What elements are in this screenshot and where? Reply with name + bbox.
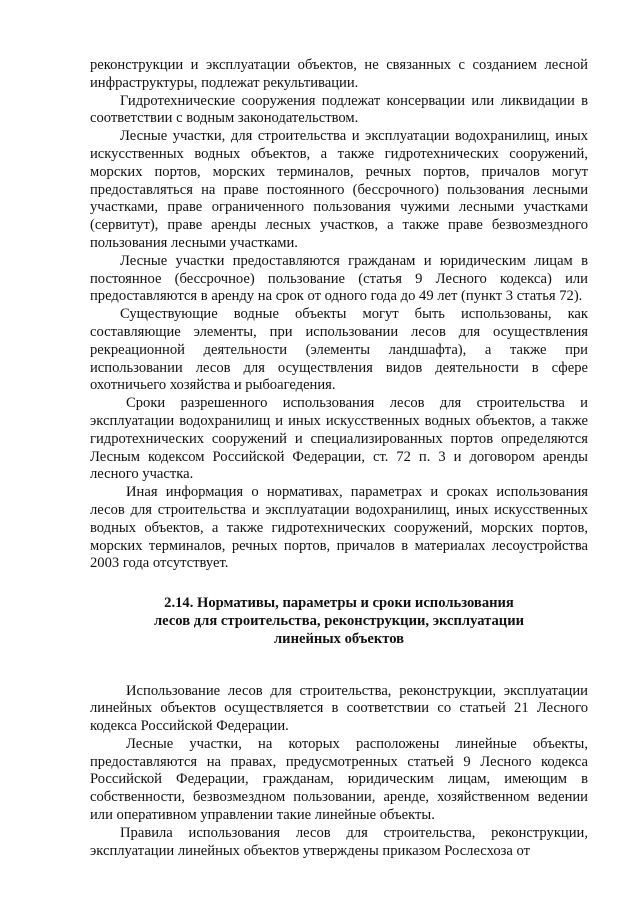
paragraph-water-objects: Существующие водные объекты могут быть использованы, как составляющие элементы, при использовании лесов для осуществления рекреационной деятельности (элементы ландшафта), а также при использовании лесов для осуществления видов деятельности в сфере охотничьего хозяйства и рыбоагедения. bbox=[90, 306, 588, 394]
paragraph-hydro-structures: Гидротехнические сооружения подлежат консервации или ликвидации в соответствии с водным законодательством. bbox=[90, 92, 588, 127]
paragraph-linear-objects-usage: Использование лесов для строительства, реконструкции, эксплуатации линейных объектов осуществляется в соответствии со статьей 21 Лесного кодекса Российской Федерации. bbox=[90, 682, 588, 735]
paragraph-usage-terms: Сроки разрешенного использования лесов для строительства и эксплуатации водохранилищ и иных искусственных водных объектов, а также гидротехнических сооружений и специализированных портов определяются Лесным кодексом Российской Федерации, ст. 72 п. 3 и договором аренды лесного участка. bbox=[90, 395, 588, 483]
section-heading-line-1: 2.14. Нормативы, параметры и сроки использования bbox=[164, 595, 514, 612]
section-heading bbox=[90, 595, 588, 648]
paragraph-other-info: Иная информация о нормативах, параметрах и сроках использования лесов для строительства и эксплуатации водохранилищ, иных искусственных водных объектов, а также гидротехнических сооружений, морских портов, морских терминалов, речных портов, причалов в материалах лесоустройства 2003 года отсутствует. bbox=[90, 484, 588, 572]
paragraph-recultivation: реконструкции и эксплуатации объектов, не связанных с созданием лесной инфраструктуры, подлежат рекультивации. bbox=[90, 57, 588, 91]
section-heading-line-3: линейных объектов bbox=[273, 630, 405, 647]
section-heading-line-2: лесов для строительства, реконструкции, эксплуатации bbox=[153, 612, 525, 629]
document-page bbox=[90, 57, 588, 860]
paragraph-rules: Правила использования лесов для строительства, реконструкции, эксплуатации линейных объектов утверждены приказом Рослесхоза от bbox=[90, 824, 588, 859]
paragraph-forest-plots-lease: Лесные участки предоставляются гражданам и юридическим лицам в постоянное (бессрочное) пользование (статья 9 Лесного кодекса) или предоставляются в аренду на срок от одного года до 49 лет (пункт 3 статья 72). bbox=[90, 252, 588, 305]
paragraph-linear-objects-plots: Лесные участки, на которых расположены линейные объекты, предоставляются на правах, предусмотренных статьей 9 Лесного кодекса Российской Федерации, гражданам, юридическим лицам, имеющим в собственности, безвозмездном пользовании, аренде, хозяйственном ведении или оперативном управлении такие линейные объекты. bbox=[90, 735, 588, 824]
paragraph-forest-plots-rights: Лесные участки, для строительства и эксплуатации водохранилищ, иных искусственных водных объектов, а также гидротехнических сооружений, морских портов, морских терминалов, речных портов, причалов могут предоставляться на праве постоянного (бессрочного) пользования лесными участками, праве ограниченного пользования чужими лесными участками (сервитут), праве аренды лесных участков, а также праве безвозмездного пользования лесными участками. bbox=[90, 128, 588, 251]
